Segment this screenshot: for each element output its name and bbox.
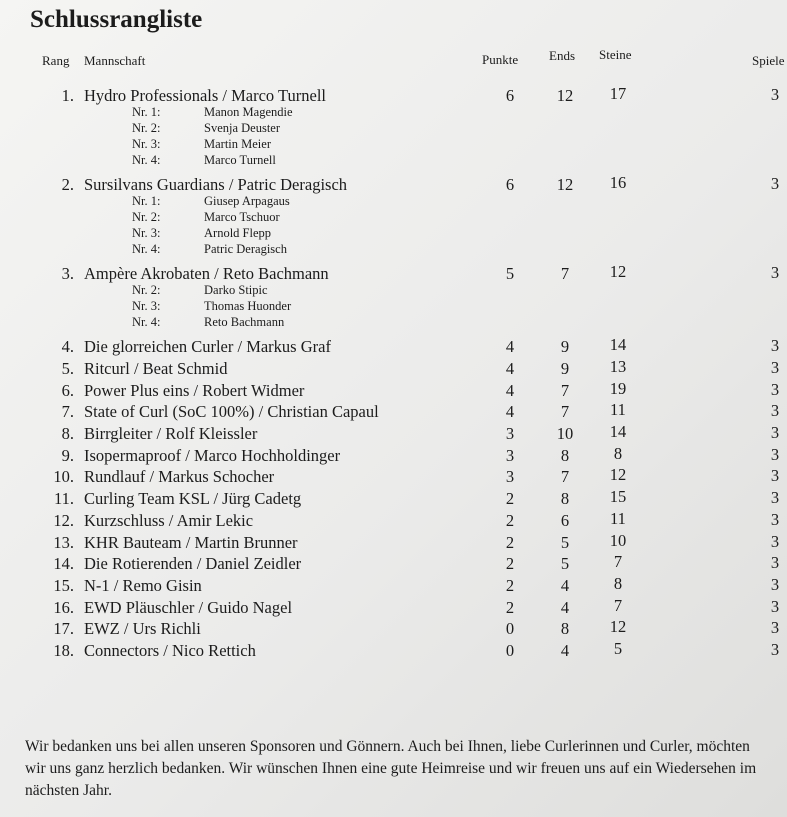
team-spiele: 3: [770, 553, 780, 573]
team-steine: 8: [613, 443, 623, 463]
team-steine: 15: [609, 487, 627, 507]
team-punkte: 2: [505, 532, 515, 552]
member-number: Nr. 3:: [132, 299, 161, 313]
team-ends: 7: [560, 402, 570, 422]
team-punkte: 3: [505, 424, 515, 443]
header-punkte: Punkte: [482, 52, 519, 67]
team-spiele: 3: [770, 509, 780, 529]
team-steine: 8: [613, 573, 623, 593]
team-punkte: 2: [505, 510, 515, 530]
team-punkte: 2: [505, 489, 515, 509]
team-spiele: 3: [770, 174, 780, 194]
team-punkte: 4: [505, 380, 515, 400]
team-punkte: 2: [505, 575, 515, 595]
member-number: Nr. 4:: [132, 153, 161, 167]
team-rank: 8.: [61, 424, 74, 443]
team-ends: 7: [560, 467, 570, 487]
team-steine: 12: [609, 262, 627, 282]
team-name: Birrgleiter / Rolf Kleissler: [84, 424, 258, 443]
header-rang: Rang: [42, 53, 70, 68]
team-punkte: 0: [505, 641, 515, 660]
team-steine: 14: [609, 422, 627, 441]
team-ends: 8: [560, 619, 570, 639]
team-spiele: 3: [770, 357, 780, 377]
team-punkte: 4: [505, 358, 515, 378]
team-name: Die Rotierenden / Daniel Zeidler: [84, 554, 302, 574]
team-name: EWD Pläuschler / Guido Nagel: [84, 597, 293, 617]
team-ends: 4: [560, 597, 570, 617]
team-ends: 8: [560, 489, 570, 509]
member-name: Svenja Deuster: [204, 120, 281, 135]
team-rank: 15.: [53, 575, 74, 595]
team-punkte: 2: [505, 597, 515, 617]
team-name: Ritcurl / Beat Schmid: [84, 358, 228, 378]
team-ends: 6: [560, 510, 570, 530]
team-punkte: 4: [505, 402, 515, 422]
team-spiele: 3: [770, 640, 780, 659]
team-rank: 3.: [61, 264, 74, 284]
team-spiele: 3: [770, 618, 780, 638]
team-spiele: 3: [770, 574, 780, 594]
member-number: Nr. 4:: [132, 315, 161, 330]
team-name: Sursilvans Guardians / Patric Deragisch: [84, 175, 348, 195]
team-spiele: 3: [770, 596, 780, 616]
team-ends: 8: [560, 445, 570, 465]
team-name: Rundlauf / Markus Schocher: [84, 467, 275, 487]
team-spiele: 3: [770, 336, 780, 356]
team-spiele: 3: [770, 263, 780, 283]
team-ends: 4: [560, 575, 570, 595]
header-ends: Ends: [549, 48, 575, 63]
team-name: State of Curl (SoC 100%) / Christian Capaul: [84, 402, 379, 422]
team-steine: 12: [609, 465, 627, 485]
team-rank: 10.: [53, 467, 74, 487]
member-number: Nr. 1:: [132, 104, 161, 119]
team-steine: 11: [610, 400, 626, 420]
team-rank: 2.: [61, 175, 74, 195]
team-name: Isopermaproof / Marco Hochholdinger: [84, 445, 341, 465]
team-steine: 16: [609, 173, 627, 193]
team-steine: 10: [609, 530, 627, 550]
member-name: Martin Meier: [204, 136, 271, 151]
team-name: N-1 / Remo Gisin: [84, 575, 202, 595]
team-steine: 7: [613, 595, 623, 615]
header-mannschaft: Mannschaft: [84, 53, 146, 68]
team-rank: 13.: [53, 532, 74, 552]
team-steine: 14: [609, 335, 627, 355]
team-ends: 12: [556, 175, 574, 195]
team-name: Kurzschluss / Amir Lekic: [84, 510, 254, 530]
team-steine: 12: [609, 617, 627, 637]
member-name: Manon Magendie: [204, 104, 293, 119]
member-name: Giusep Arpagaus: [204, 193, 290, 208]
team-name: Hydro Professionals / Marco Turnell: [84, 86, 326, 105]
team-rank: 1.: [61, 86, 74, 105]
header-spiele: Spiele: [752, 53, 785, 68]
team-punkte: 0: [505, 619, 515, 639]
member-number: Nr. 2:: [132, 209, 161, 224]
team-rank: 12.: [53, 510, 74, 530]
team-rank: 6.: [61, 380, 74, 400]
team-rank: 18.: [53, 641, 74, 660]
thank-you-note: Wir bedanken uns bei allen unseren Sponsoren und Gönnern. Auch bei Ihnen, liebe Curlerinnen und Curler, möchten wir uns ganz herzlich bedanken. Wir wünschen Ihnen eine gute Heimreise und wir freuen uns auf ein Wiedersehen im nächsten Jahr.: [25, 738, 757, 799]
team-rank: 7.: [61, 402, 74, 422]
member-name: Patric Deragisch: [204, 242, 287, 257]
team-name: Ampère Akrobaten / Reto Bachmann: [84, 264, 329, 284]
team-punkte: 6: [505, 86, 515, 105]
page-title: Schlussrangliste: [30, 6, 203, 33]
team-spiele: 3: [770, 85, 780, 104]
team-rank: 9.: [61, 445, 74, 465]
team-ends: 9: [560, 358, 570, 378]
member-name: Reto Bachmann: [204, 315, 285, 330]
team-name: EWZ / Urs Richli: [84, 619, 201, 639]
team-rank: 16.: [53, 597, 74, 617]
member-name: Marco Turnell: [204, 153, 276, 167]
member-name: Marco Tschuor: [204, 209, 280, 224]
team-steine: 17: [609, 84, 627, 103]
team-ends: 9: [560, 337, 570, 357]
team-punkte: 3: [505, 467, 515, 487]
member-name: Darko Stipic: [204, 282, 268, 297]
member-number: Nr. 1:: [132, 193, 161, 208]
team-ends: 5: [560, 554, 570, 574]
team-ends: 4: [560, 641, 570, 660]
member-number: Nr. 3:: [132, 226, 161, 240]
team-ends: 5: [560, 532, 570, 552]
team-ends: 7: [560, 380, 570, 400]
team-rank: 17.: [53, 619, 74, 639]
team-punkte: 2: [505, 554, 515, 574]
member-number: Nr. 2:: [132, 120, 161, 135]
team-punkte: 6: [505, 175, 515, 195]
member-number: Nr. 4:: [132, 242, 161, 257]
team-rank: 14.: [53, 554, 74, 574]
team-rank: 5.: [61, 358, 74, 378]
team-name: Die glorreichen Curler / Markus Graf: [84, 337, 331, 357]
team-name: Curling Team KSL / Jürg Cadetg: [84, 489, 302, 509]
member-number: Nr. 3:: [132, 136, 161, 151]
member-number: Nr. 2:: [132, 282, 161, 297]
team-spiele: 3: [770, 423, 780, 442]
team-ends: 10: [556, 424, 574, 443]
team-spiele: 3: [770, 401, 780, 421]
team-spiele: 3: [770, 444, 780, 464]
team-punkte: 5: [505, 264, 515, 284]
team-punkte: 3: [505, 445, 515, 465]
team-name: Power Plus eins / Robert Widmer: [84, 380, 305, 400]
team-spiele: 3: [770, 379, 780, 399]
team-steine: 7: [613, 552, 623, 572]
team-steine: 13: [609, 356, 627, 376]
team-ends: 12: [556, 86, 574, 105]
team-steine: 19: [609, 378, 627, 398]
team-steine: 5: [613, 639, 623, 658]
team-spiele: 3: [770, 488, 780, 508]
header-steine: Steine: [599, 47, 632, 62]
team-steine: 11: [610, 508, 626, 528]
team-name: KHR Bauteam / Martin Brunner: [84, 532, 298, 552]
team-name: Connectors / Nico Rettich: [84, 641, 256, 660]
team-rank: 4.: [61, 337, 74, 357]
team-spiele: 3: [770, 531, 780, 551]
team-punkte: 4: [505, 337, 515, 357]
team-spiele: 3: [770, 466, 780, 486]
team-rank: 11.: [53, 489, 74, 509]
member-name: Thomas Huonder: [204, 299, 292, 313]
team-ends: 7: [560, 264, 570, 284]
member-name: Arnold Flepp: [204, 226, 272, 240]
